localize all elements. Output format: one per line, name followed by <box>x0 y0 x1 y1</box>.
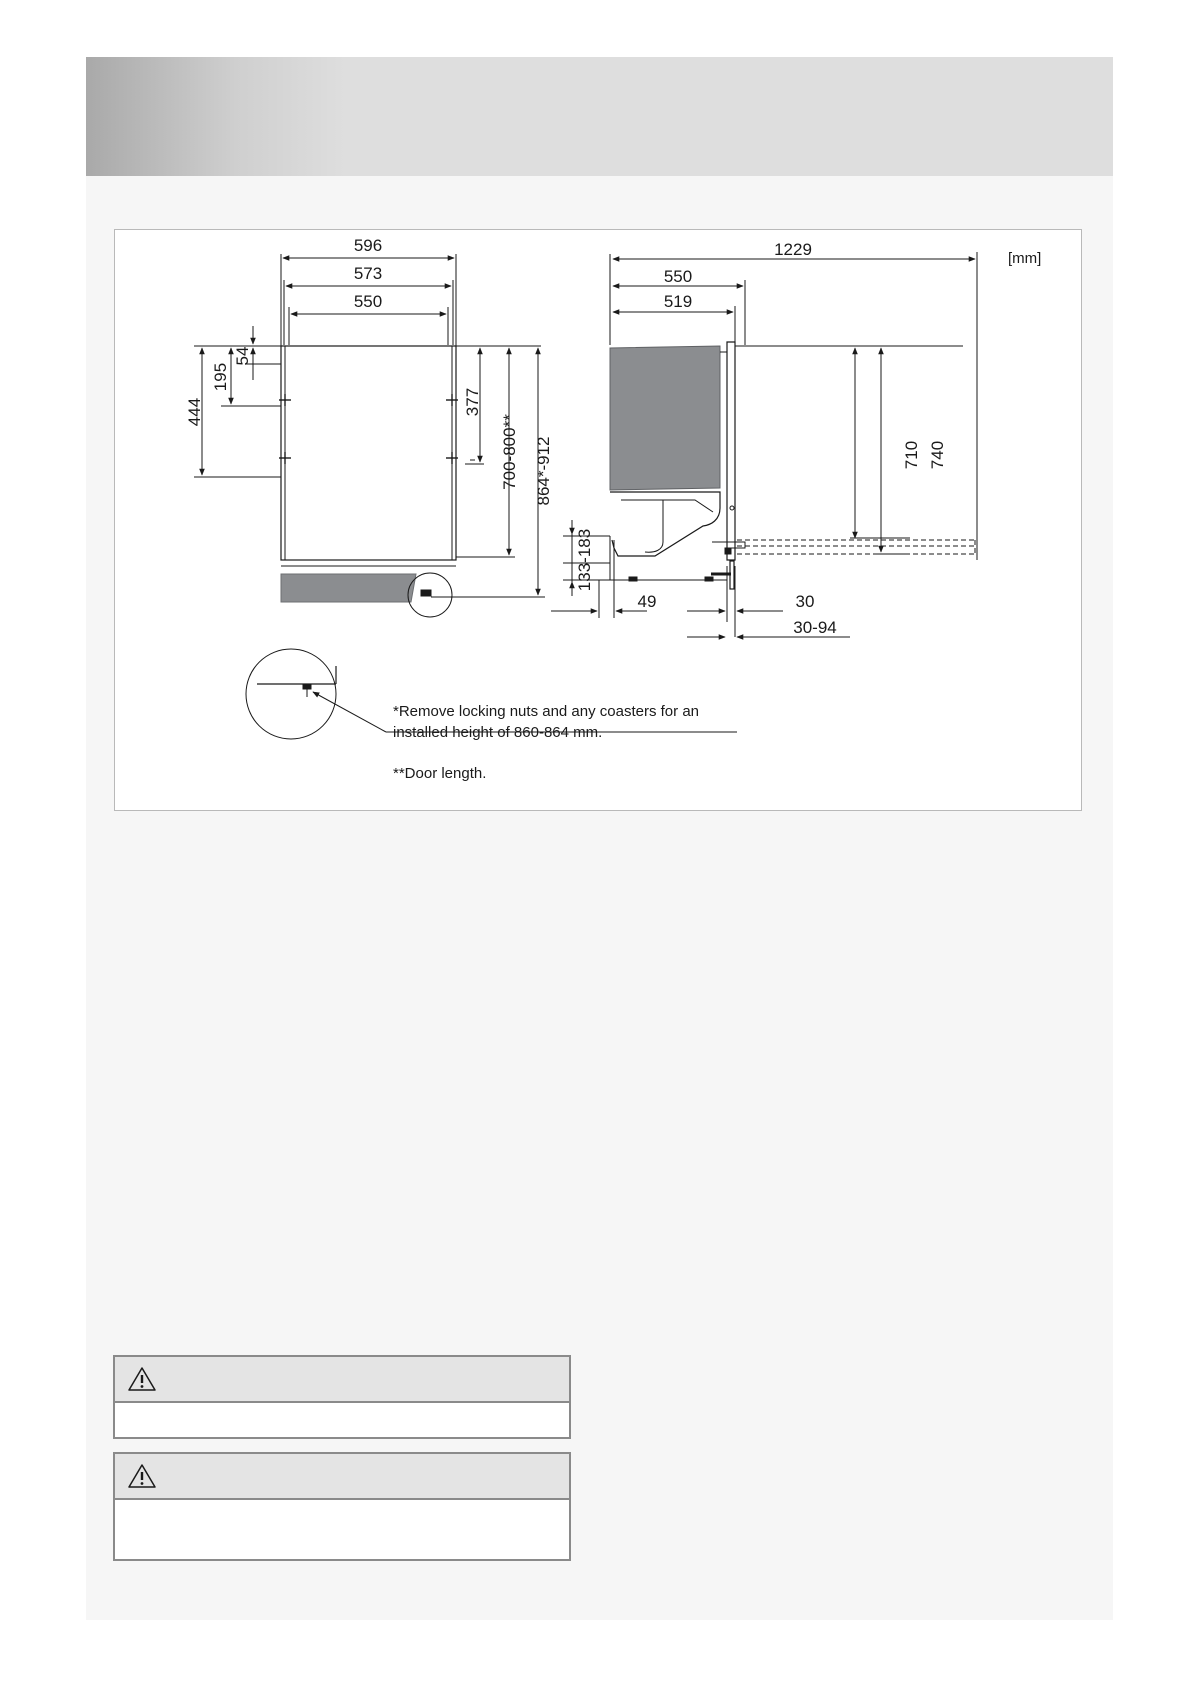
dim-30: 30 <box>795 592 815 611</box>
dim-596: 596 <box>353 236 383 255</box>
note-locking-nuts-line2: installed height of 860-864 mm. <box>393 724 603 741</box>
header-band <box>86 57 1113 176</box>
note-door-length: **Door length. <box>393 765 487 782</box>
note-locking-nuts <box>393 701 699 743</box>
unit-label: [mm] <box>1008 250 1042 267</box>
warning-box-1-header <box>115 1357 569 1403</box>
dim-54: 54 <box>233 346 252 366</box>
warning-box-1 <box>113 1355 571 1439</box>
dim-550-front: 550 <box>353 292 383 311</box>
dim-444: 444 <box>185 397 204 427</box>
dim-377: 377 <box>463 387 482 417</box>
dim-710: 710 <box>902 440 921 470</box>
front-view <box>194 254 737 739</box>
dim-height-range: 864*-912 <box>534 436 553 506</box>
warning-triangle-icon <box>127 1463 157 1489</box>
dim-door-length: 700-800** <box>500 414 519 490</box>
warning-box-2-header <box>115 1454 569 1500</box>
dim-30-94: 30-94 <box>793 618 837 637</box>
dim-573: 573 <box>353 264 383 283</box>
dim-195: 195 <box>211 362 230 392</box>
dim-519: 519 <box>663 292 693 311</box>
warning-triangle-icon <box>127 1366 157 1392</box>
dim-plinth-range: 133-183 <box>575 528 594 592</box>
dim-550-side: 550 <box>663 267 693 286</box>
dimension-diagram <box>114 229 1082 811</box>
note-locking-nuts-line1: *Remove locking nuts and any coasters for an <box>393 703 699 720</box>
dim-740: 740 <box>928 440 947 470</box>
dim-1229: 1229 <box>774 240 812 259</box>
warning-box-2 <box>113 1452 571 1561</box>
dim-49: 49 <box>637 592 657 611</box>
